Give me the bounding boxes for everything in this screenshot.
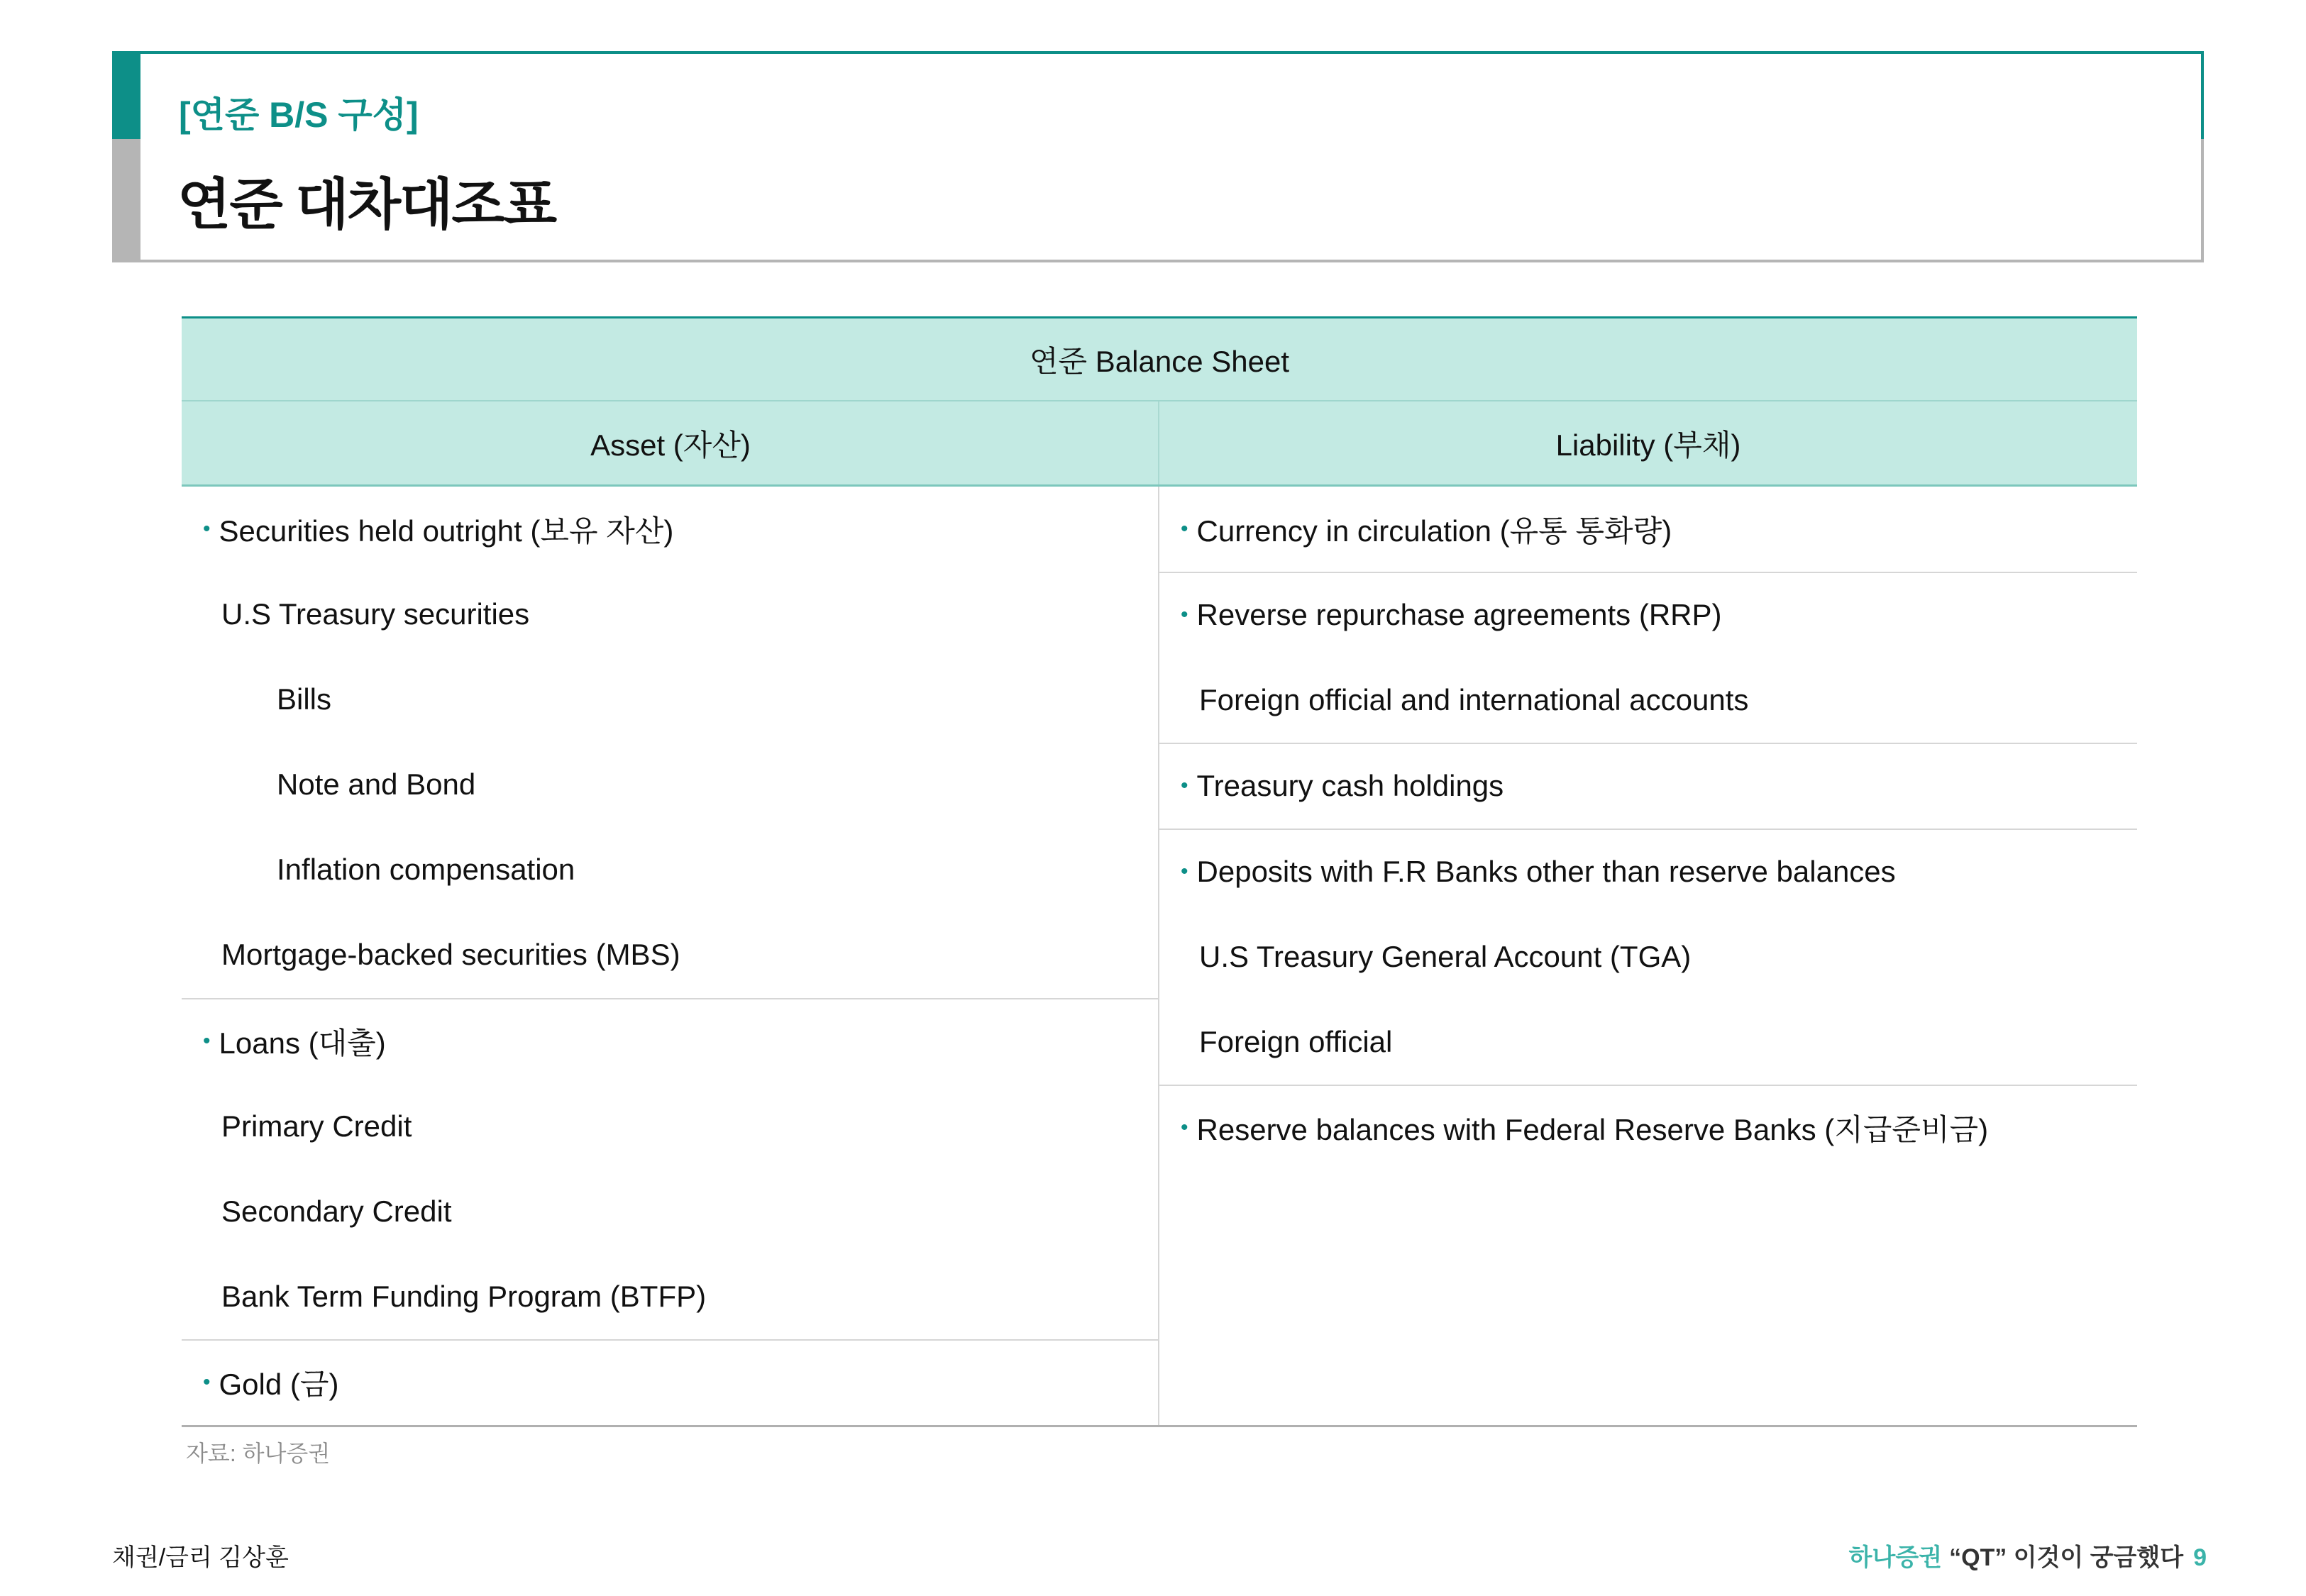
asset-row: [221, 1084, 412, 1169]
asset-item: Loans (대출): [219, 1026, 386, 1060]
asset-row: [221, 572, 529, 657]
bullet-icon: •: [1181, 1116, 1188, 1139]
asset-row: [221, 1169, 452, 1254]
bullet-icon: •: [1181, 517, 1188, 541]
table-title-row: [182, 318, 2137, 401]
asset-item: Note and Bond: [277, 767, 476, 801]
liability-row: [1199, 914, 1691, 999]
liability-item: Reserve balances with Federal Reserve Banks (지급준비금): [1196, 1113, 1989, 1146]
asset-item: Bills: [277, 682, 332, 716]
liability-item: Foreign official and international accounts: [1199, 683, 1749, 716]
asset-item: Gold (금): [219, 1368, 339, 1401]
asset-row: [277, 827, 575, 912]
table-bottom-rule: [182, 1425, 2137, 1427]
bullet-icon: •: [203, 517, 211, 541]
liability-item: Treasury cash holdings: [1196, 769, 1504, 802]
page-number: 9: [2193, 1544, 2207, 1571]
bullet-icon: •: [1181, 860, 1188, 883]
asset-row: [221, 912, 680, 997]
liability-item: Currency in circulation (유통 통화량): [1196, 514, 1672, 548]
liability-row: [1199, 999, 1392, 1085]
liability-column-header: Liability (부채): [1555, 428, 1741, 462]
asset-row: [203, 1340, 338, 1425]
asset-item: Securities held outright (보유 자산): [219, 514, 674, 548]
asset-item: Primary Credit: [221, 1109, 412, 1143]
liability-item: Reverse repurchase agreements (RRP): [1196, 598, 1722, 631]
bullet-icon: •: [203, 1029, 211, 1053]
asset-item: Secondary Credit: [221, 1195, 452, 1228]
asset-item: Bank Term Funding Program (BTFP): [221, 1280, 707, 1313]
title-accent-bar: [112, 51, 140, 139]
title-box-right-edge: [2201, 139, 2204, 262]
asset-item: U.S Treasury securities: [221, 597, 530, 631]
asset-item: Mortgage-backed securities (MBS): [221, 938, 680, 971]
source-note: 자료: 하나증권: [186, 1441, 331, 1466]
liability-row: [1181, 487, 1672, 572]
footer-brand: 하나증권: [1848, 1544, 1943, 1571]
liability-row: [1199, 658, 1748, 743]
title-box: [112, 51, 2204, 262]
section-subtitle: [연준 B/S 구성]: [179, 95, 419, 135]
liability-row: [1181, 743, 1504, 829]
balance-sheet-table: [182, 316, 2137, 1427]
liability-item: Deposits with F.R Banks other than reserve balances: [1196, 855, 1896, 888]
asset-item: Inflation compensation: [277, 853, 575, 886]
bullet-icon: •: [1181, 774, 1188, 797]
liability-row: [1181, 572, 1721, 658]
title-grey-bar: [112, 139, 140, 262]
asset-row: [203, 999, 386, 1084]
bullet-icon: •: [1181, 603, 1188, 626]
page-title: 연준 대차대조표: [177, 173, 556, 235]
asset-row: [221, 1254, 706, 1339]
footer-tagline: “QT” 이것이 궁금했다: [1949, 1544, 2184, 1571]
asset-row: [277, 742, 475, 827]
asset-row: [203, 487, 673, 572]
liability-item: U.S Treasury General Account (TGA): [1199, 940, 1692, 973]
asset-row: [277, 657, 331, 742]
bullet-icon: •: [203, 1370, 211, 1394]
table-column-header-row: [182, 401, 2137, 487]
column-divider: [1158, 487, 1159, 1427]
liability-row: [1181, 829, 1896, 914]
liability-item: Foreign official: [1199, 1025, 1393, 1058]
table-title: 연준 Balance Sheet: [1029, 344, 1290, 378]
liability-row: [1181, 1085, 1988, 1170]
footer-right: [1849, 1538, 2207, 1573]
asset-column-header: Asset (자산): [590, 428, 751, 462]
footer-author: 채권/금리 김상훈: [112, 1544, 289, 1571]
